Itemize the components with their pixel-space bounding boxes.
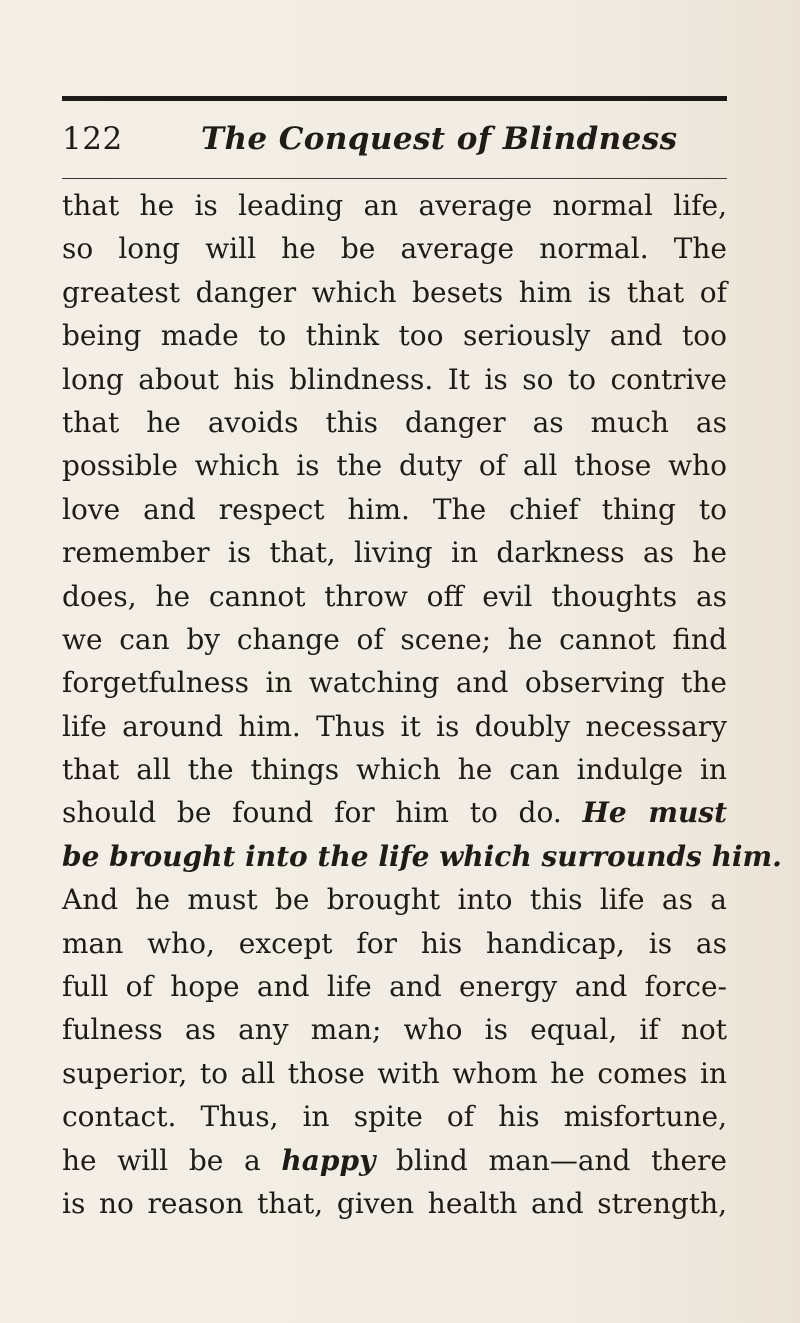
header-rule bbox=[62, 178, 727, 179]
text-line bbox=[62, 184, 727, 227]
text-segment: that all the things which he can indulge in bbox=[62, 753, 727, 787]
text-line bbox=[62, 1052, 727, 1095]
text-segment: does, he cannot throw off evil thoughts as bbox=[62, 579, 727, 613]
text-segment: that he avoids this danger as much as bbox=[62, 405, 727, 439]
text-line bbox=[62, 271, 727, 314]
text-line bbox=[62, 1182, 727, 1225]
text-segment: he will be a bbox=[62, 1143, 282, 1177]
text-line bbox=[62, 1139, 727, 1182]
text-segment: superior, to all those with whom he comes in bbox=[62, 1056, 727, 1090]
text-line bbox=[62, 748, 727, 791]
text-line bbox=[62, 922, 727, 965]
text-line bbox=[62, 705, 727, 748]
text-line bbox=[62, 227, 727, 270]
emphasis-text: He must bbox=[582, 796, 728, 830]
body-text bbox=[62, 184, 782, 1225]
text-segment: remember is that, living in darkness as he bbox=[62, 536, 727, 570]
page-header bbox=[62, 117, 727, 163]
text-line bbox=[62, 444, 727, 487]
emphasis-text: be brought into the life which surrounds him. bbox=[62, 839, 782, 873]
text-line bbox=[62, 661, 727, 704]
text-line bbox=[62, 358, 727, 401]
emphasis-text: happy bbox=[281, 1143, 376, 1177]
text-segment: contact. Thus, in spite of his misfortune, bbox=[62, 1100, 727, 1134]
text-line bbox=[62, 835, 782, 878]
page-number: 122 bbox=[62, 121, 123, 157]
text-line bbox=[62, 401, 727, 444]
text-segment: And he must be brought into this life as a bbox=[62, 883, 727, 917]
text-line bbox=[62, 878, 727, 921]
text-segment: life around him. Thus it is doubly necessary bbox=[62, 709, 727, 743]
text-segment: should be found for him to do. bbox=[62, 796, 583, 830]
text-segment: possible which is the duty of all those who bbox=[62, 449, 727, 483]
text-line bbox=[62, 965, 727, 1008]
text-segment: man who, except for his handicap, is as bbox=[62, 926, 727, 960]
text-line bbox=[62, 618, 727, 661]
top-rule bbox=[62, 96, 727, 101]
text-segment: that he is leading an average normal life, bbox=[62, 189, 727, 222]
running-title: The Conquest of Blindness bbox=[201, 121, 678, 157]
text-segment: we can by change of scene; he cannot find bbox=[62, 622, 727, 656]
text-segment: is no reason that, given health and strength, bbox=[62, 1186, 727, 1220]
text-segment: greatest danger which besets him is that of bbox=[62, 275, 727, 309]
text-line bbox=[62, 531, 727, 574]
text-line bbox=[62, 575, 727, 618]
text-line bbox=[62, 1095, 727, 1138]
text-segment: blind man—and there bbox=[375, 1143, 727, 1177]
text-line bbox=[62, 791, 727, 834]
text-line bbox=[62, 1008, 727, 1051]
text-line bbox=[62, 314, 727, 357]
text-segment: forgetfulness in watching and observing the bbox=[62, 666, 727, 700]
text-line bbox=[62, 488, 727, 531]
text-segment: love and respect him. The chief thing to bbox=[62, 492, 727, 526]
text-segment: long about his blindness. It is so to contrive bbox=[62, 362, 727, 396]
text-segment: full of hope and life and energy and force- bbox=[62, 970, 727, 1004]
text-segment: so long will he be average normal. The bbox=[62, 232, 727, 266]
text-segment: fulness as any man; who is equal, if not bbox=[62, 1013, 727, 1047]
text-segment: being made to think too seriously and too bbox=[62, 319, 727, 353]
